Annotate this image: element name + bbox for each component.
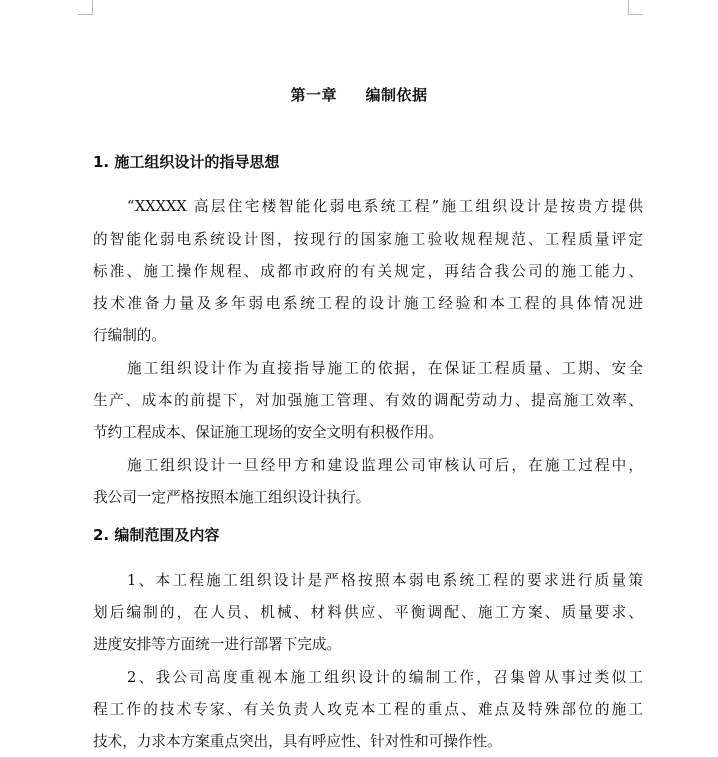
paragraph-line: “XXXXX 高层住宅楼智能化弱电系统工程”施工组织设计是按贵方提供 [127, 198, 643, 215]
paragraph-line: 施工组织设计一旦经甲方和建设监理公司审核认可后，在施工过程中， [127, 457, 643, 474]
paragraph-line: 施工组织设计作为直接指导施工的依据，在保证工程质量、工期、安全 [127, 360, 643, 377]
crop-mark-top-left [78, 0, 93, 15]
section-heading-1: 1. 施工组织设计的指导思想 [93, 153, 280, 171]
paragraph-line: 进度安排等方面统一进行部署下完成。 [93, 636, 342, 653]
paragraph-line: 技术，力求本方案重点突出，具有呼应性、针对性和可操作性。 [93, 733, 502, 750]
paragraph-line: 2、我公司高度重视本施工组织设计的编制工作，召集曾从事过类似工 [127, 669, 643, 686]
paragraph-line: 行编制的。 [93, 327, 166, 344]
paragraph-line: 技术准备力量及多年弱电系统工程的设计施工经验和本工程的具体情况进 [93, 295, 643, 312]
paragraph-line: 节约工程成本、保证施工现场的安全文明有积极作用。 [93, 424, 444, 441]
paragraph-line: 1、本工程施工组织设计是严格按照本弱电系统工程的要求进行质量策 [127, 572, 643, 589]
paragraph-line: 生产、成本的前提下，对加强施工管理、有效的调配劳动力、提高施工效率、 [93, 392, 643, 409]
paragraph-line: 标准、施工操作规程、成都市政府的有关规定，再结合我公司的施工能力、 [93, 263, 643, 280]
paragraph-line: 程工作的技术专家、有关负责人攻克本工程的重点、难点及特殊部位的施工 [93, 701, 643, 718]
chapter-title: 第一章 编制依据 [290, 86, 428, 104]
paragraph-line: 的智能化弱电系统设计图，按现行的国家施工验收规程规范、工程质量评定 [93, 231, 643, 248]
paragraph-line: 划后编制的，在人员、机械、材料供应、平衡调配、施工方案、质量要求、 [93, 604, 643, 621]
paragraph-line: 我公司一定严格按照本施工组织设计执行。 [93, 489, 371, 506]
section-heading-2: 2. 编制范围及内容 [93, 526, 220, 544]
crop-mark-top-right [628, 0, 643, 15]
